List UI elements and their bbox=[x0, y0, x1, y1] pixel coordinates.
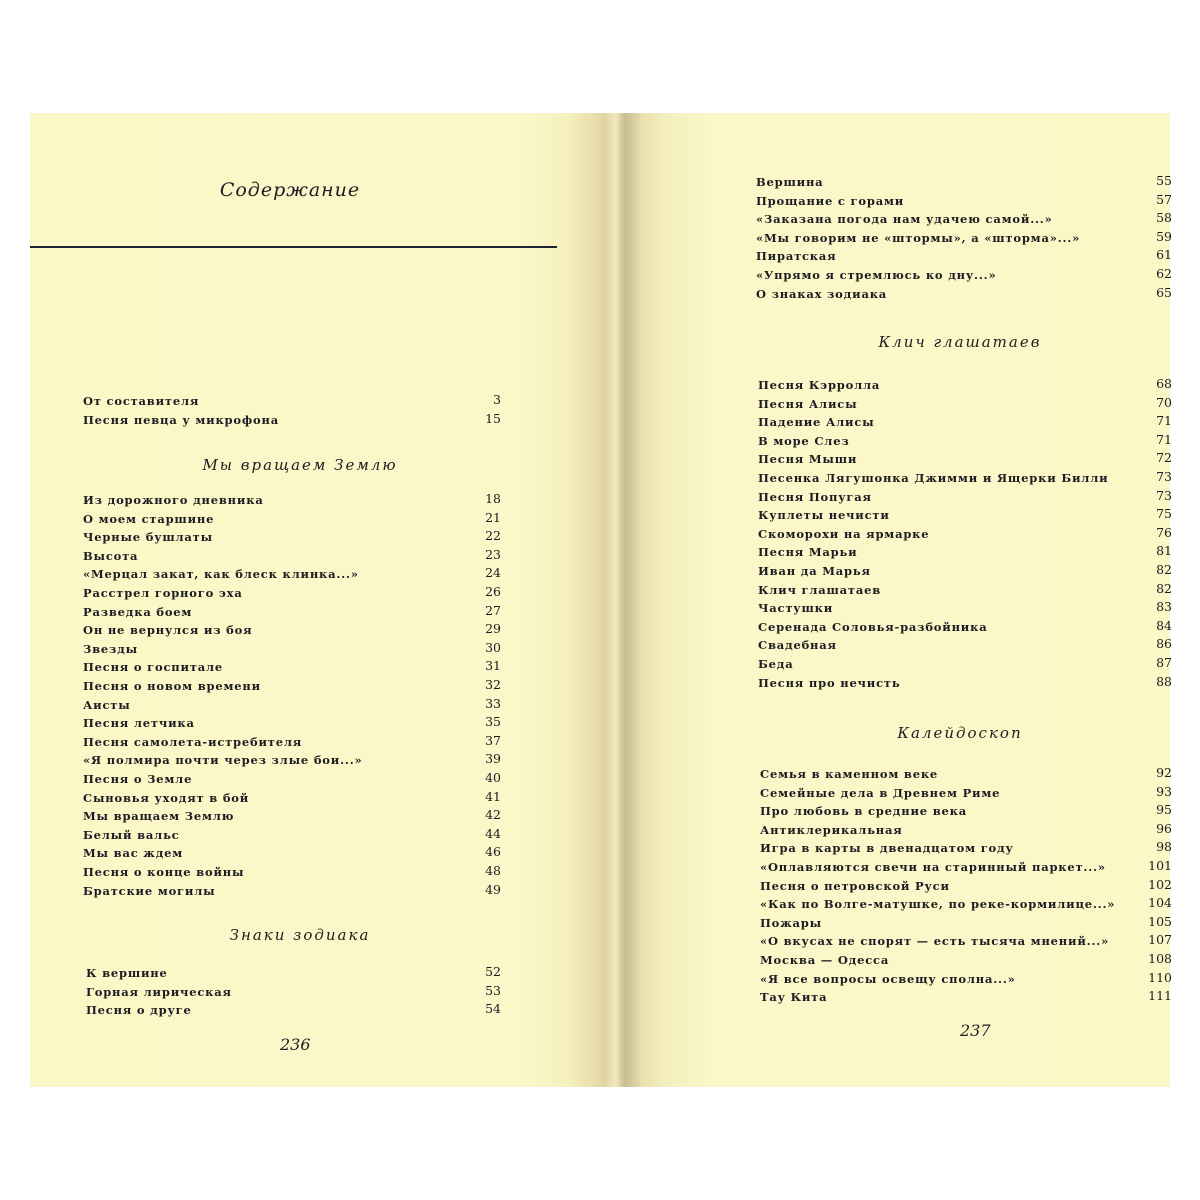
toc-entry bbox=[83, 567, 501, 585]
toc-entry bbox=[83, 410, 501, 431]
toc-entry-page: 111 bbox=[1148, 988, 1172, 1004]
toc-entry-title: Братские могилы bbox=[83, 883, 216, 898]
toc-entry bbox=[83, 530, 501, 548]
title-rule bbox=[30, 246, 557, 248]
toc-entry-title: Расстрел горного эха bbox=[83, 586, 243, 600]
toc-entry-page: 104 bbox=[1148, 895, 1172, 911]
toc-entry-page: 37 bbox=[485, 732, 501, 748]
toc-entry bbox=[83, 716, 501, 734]
toc-entry-title: Прощание с горами bbox=[756, 193, 905, 208]
toc-entry bbox=[83, 881, 501, 902]
toc-entry-title: Клич глашатаев bbox=[758, 582, 882, 597]
section-heading: Калейдоскоп bbox=[897, 724, 1023, 742]
toc-entry bbox=[756, 284, 1172, 305]
toc-entry-title: Песня о новом времени bbox=[83, 679, 261, 693]
toc-entry-title: Песня о конце войны bbox=[83, 865, 245, 879]
toc-entry-page: 35 bbox=[485, 714, 501, 730]
toc-entry bbox=[760, 934, 1172, 952]
toc-entry-page: 76 bbox=[1156, 524, 1172, 540]
toc-entry-title: Песня о госпитале bbox=[83, 660, 224, 675]
toc-entry-page: 39 bbox=[485, 751, 501, 767]
toc-entry-title: Песня Попугая bbox=[758, 489, 872, 504]
toc-entry-title: Песенка Лягушонка Джимми и Ящерки Билли bbox=[758, 471, 1109, 485]
toc-entry-page: 61 bbox=[1156, 247, 1172, 263]
toc-entry-page: 18 bbox=[485, 491, 501, 506]
toc-entry bbox=[758, 545, 1172, 563]
toc-entry bbox=[83, 493, 501, 511]
toc-entry bbox=[758, 580, 1172, 601]
toc-entry-page: 73 bbox=[1156, 469, 1172, 484]
toc-entry-page: 27 bbox=[485, 602, 501, 618]
toc-entry-title: Свадебная bbox=[758, 638, 837, 653]
toc-entry-title: Песня Кэрролла bbox=[758, 378, 881, 392]
toc-entry-title: «Оплавляются свечи на старинный паркет...» bbox=[760, 860, 1106, 874]
toc-entry-page: 30 bbox=[485, 639, 501, 655]
toc-entry-title: Высота bbox=[83, 548, 139, 563]
toc-entry-title: К вершине bbox=[86, 966, 168, 980]
toc-entry-page: 42 bbox=[485, 807, 501, 823]
toc-entry-title: Сыновья уходят в бой bbox=[83, 790, 250, 805]
toc-entry-page: 54 bbox=[485, 1001, 501, 1017]
toc-entry bbox=[760, 990, 1172, 1008]
toc-entry-title: Тау Кита bbox=[760, 990, 828, 1005]
toc-entry-title: «Заказана погода нам удачею самой...» bbox=[756, 212, 1053, 227]
toc-entry-title: Иван да Марья bbox=[758, 564, 871, 578]
toc-entry-page: 72 bbox=[1156, 450, 1172, 466]
toc-entry bbox=[760, 783, 1172, 804]
toc-entry bbox=[83, 695, 501, 716]
toc-entry-title: Пожары bbox=[760, 915, 822, 930]
toc-entry bbox=[758, 601, 1172, 619]
left-page bbox=[30, 113, 590, 1087]
toc-entry bbox=[83, 679, 501, 697]
toc-entry bbox=[86, 966, 501, 984]
toc-entry-title: Песня Мыши bbox=[758, 452, 858, 467]
page-number-left: 236 bbox=[280, 1035, 311, 1054]
toc-entry-title: Беда bbox=[758, 657, 794, 671]
toc-entry bbox=[760, 897, 1172, 915]
toc-entry-title: Москва — Одесса bbox=[760, 953, 890, 967]
toc-entry-title: Игра в карты в двенадцатом году bbox=[760, 841, 1014, 856]
page-number-right: 237 bbox=[960, 1021, 991, 1040]
toc-entry bbox=[758, 394, 1172, 415]
toc-entry-page: 82 bbox=[1156, 562, 1172, 577]
toc-entry bbox=[83, 809, 501, 827]
toc-entry-page: 73 bbox=[1156, 487, 1172, 503]
toc-entry bbox=[758, 487, 1172, 508]
toc-entry bbox=[83, 865, 501, 883]
toc-entry-title: Мы вас ждем bbox=[83, 846, 184, 861]
toc-entry-page: 68 bbox=[1156, 376, 1172, 391]
toc-entry-title: Черные бушлаты bbox=[83, 530, 213, 545]
toc-entry-title: Пиратская bbox=[756, 249, 837, 264]
toc-entry-title: «Как по Волге-матушке, по реке-кормилице...» bbox=[760, 897, 1116, 912]
toc-entry-page: 41 bbox=[485, 788, 501, 804]
toc-entry bbox=[83, 509, 501, 530]
toc-entry-title: В море Слез bbox=[758, 433, 850, 448]
right-page bbox=[640, 113, 1170, 1087]
toc-entry-page: 105 bbox=[1148, 913, 1172, 929]
section-heading: Знаки зодиака bbox=[229, 926, 371, 944]
toc-entry-title: Про любовь в средние века bbox=[760, 804, 967, 819]
toc-entry bbox=[758, 617, 1172, 638]
toc-entry-page: 55 bbox=[1156, 173, 1172, 188]
toc-entry-title: Аисты bbox=[83, 697, 131, 712]
toc-entry-page: 93 bbox=[1156, 783, 1172, 799]
toc-entry-page: 101 bbox=[1148, 858, 1172, 873]
toc-entry-page: 84 bbox=[1156, 617, 1172, 633]
toc-entry-page: 44 bbox=[485, 825, 501, 841]
toc-entry bbox=[83, 825, 501, 846]
book-gutter bbox=[590, 113, 640, 1087]
toc-entry-title: Частушки bbox=[758, 601, 834, 616]
toc-entry-title: «Упрямо я стремлюсь ко дну...» bbox=[756, 268, 997, 282]
toc-entry bbox=[758, 657, 1172, 675]
toc-entry-page: 110 bbox=[1148, 969, 1172, 985]
toc-entry-page: 98 bbox=[1156, 839, 1172, 855]
toc-entry-title: «Я все вопросы освещу сполна...» bbox=[760, 971, 1016, 986]
toc-entry-page: 52 bbox=[485, 964, 501, 979]
toc-entry-page: 59 bbox=[1156, 228, 1172, 244]
toc-entry bbox=[756, 228, 1172, 249]
toc-entry-title: Серенада Соловья-разбойника bbox=[758, 619, 988, 634]
toc-entry-page: 26 bbox=[485, 584, 501, 599]
toc-entry-page: 81 bbox=[1156, 543, 1172, 559]
toc-entry-page: 31 bbox=[485, 658, 501, 674]
toc-entry bbox=[83, 623, 501, 641]
toc-entry-title: Звезды bbox=[83, 641, 138, 656]
toc-entry bbox=[758, 638, 1172, 656]
toc-entry-title: «О вкусах не спорят — есть тысяча мнений...» bbox=[760, 934, 1110, 949]
toc-entry bbox=[86, 1003, 501, 1021]
toc-entry-page: 71 bbox=[1156, 413, 1172, 429]
toc-entry bbox=[756, 175, 1172, 193]
toc-entry-page: 62 bbox=[1156, 266, 1172, 281]
toc-entry bbox=[83, 586, 501, 604]
toc-entry-title: Семейные дела в Древнем Риме bbox=[760, 785, 1001, 800]
toc-entry-page: 92 bbox=[1156, 765, 1172, 780]
toc-entry-page: 65 bbox=[1156, 284, 1172, 300]
toc-entry-page: 86 bbox=[1156, 636, 1172, 652]
toc-entry-title: Вершина bbox=[756, 175, 824, 189]
toc-entry bbox=[758, 452, 1172, 470]
toc-entry bbox=[760, 804, 1172, 822]
toc-entry bbox=[758, 378, 1172, 396]
toc-entry-page: 22 bbox=[485, 528, 501, 544]
toc-entry-title: «Мерцал закат, как блеск клинка...» bbox=[83, 567, 359, 582]
toc-entry-title: Куплеты нечисти bbox=[758, 508, 890, 523]
toc-entry-title: Песня о друге bbox=[86, 1003, 192, 1018]
toc-entry-page: 107 bbox=[1148, 932, 1172, 948]
toc-entry bbox=[760, 953, 1172, 971]
toc-entry-title: Песня Алисы bbox=[758, 396, 858, 411]
toc-entry-title: Мы вращаем Землю bbox=[83, 809, 235, 824]
toc-entry bbox=[756, 212, 1172, 230]
toc-entry bbox=[83, 772, 501, 790]
toc-entry-page: 58 bbox=[1156, 210, 1172, 226]
toc-entry-title: Песня о Земле bbox=[83, 772, 193, 786]
toc-entry bbox=[758, 415, 1172, 433]
toc-entry-page: 75 bbox=[1156, 506, 1172, 522]
toc-entry bbox=[756, 249, 1172, 267]
toc-entry bbox=[760, 876, 1172, 897]
toc-entry-page: 95 bbox=[1156, 802, 1172, 818]
toc-entry bbox=[83, 788, 501, 809]
toc-entry-title: Из дорожного дневника bbox=[83, 493, 264, 507]
toc-entry-title: Антиклерикальная bbox=[760, 822, 903, 837]
toc-entry bbox=[760, 820, 1172, 841]
toc-entry-page: 21 bbox=[485, 509, 501, 525]
toc-entry bbox=[756, 268, 1172, 286]
toc-entry bbox=[83, 753, 501, 771]
toc-entry bbox=[760, 969, 1172, 990]
toc-entry-page: 71 bbox=[1156, 431, 1172, 447]
toc-entry-page: 57 bbox=[1156, 191, 1172, 207]
contents-title: Содержание bbox=[219, 179, 361, 201]
toc-entry-page: 83 bbox=[1156, 599, 1172, 615]
toc-entry-title: Песня о петровской Руси bbox=[760, 878, 950, 893]
toc-entry-title: Песня самолета-истребителя bbox=[83, 734, 303, 749]
toc-entry-title: Скоморохи на ярмарке bbox=[758, 526, 930, 541]
toc-entry-page: 70 bbox=[1156, 394, 1172, 410]
toc-entry-page: 33 bbox=[485, 695, 501, 711]
toc-entry-page: 46 bbox=[485, 844, 501, 860]
toc-entry-page: 23 bbox=[485, 546, 501, 562]
toc-entry bbox=[758, 524, 1172, 545]
toc-entry-title: Песня певца у микрофона bbox=[83, 412, 279, 427]
toc-entry-page: 87 bbox=[1156, 655, 1172, 670]
toc-entry-page: 48 bbox=[485, 863, 501, 878]
toc-entry-title: Песня летчика bbox=[83, 716, 195, 731]
toc-entry-page: 29 bbox=[485, 621, 501, 637]
toc-entry-title: Белый вальс bbox=[83, 827, 180, 842]
toc-entry-title: Песня Марьи bbox=[758, 545, 858, 560]
toc-entry-page: 49 bbox=[485, 881, 501, 897]
section-heading: Мы вращаем Землю bbox=[202, 456, 398, 474]
toc-entry-page: 53 bbox=[485, 982, 501, 998]
toc-entry-page: 15 bbox=[485, 410, 501, 426]
toc-entry-title: О знаках зодиака bbox=[756, 286, 888, 301]
toc-entry-page: 40 bbox=[485, 770, 501, 785]
toc-entry bbox=[758, 673, 1172, 694]
toc-entry-title: Горная лирическая bbox=[86, 984, 232, 999]
toc-entry bbox=[758, 564, 1172, 582]
section-heading: Клич глашатаев bbox=[878, 333, 1042, 351]
toc-entry bbox=[758, 431, 1172, 452]
toc-entry-page: 24 bbox=[485, 565, 501, 581]
toc-entry-title: О моем старшине bbox=[83, 511, 215, 526]
toc-entry bbox=[83, 394, 501, 412]
toc-entry bbox=[83, 732, 501, 753]
toc-entry-title: От составителя bbox=[83, 394, 200, 408]
toc-entry-title: Падение Алисы bbox=[758, 415, 875, 430]
toc-entry-title: «Мы говорим не «штормы», а «шторма»...» bbox=[756, 230, 1081, 245]
toc-entry-page: 3 bbox=[493, 392, 501, 407]
toc-entry-page: 102 bbox=[1148, 876, 1172, 892]
toc-entry-page: 82 bbox=[1156, 580, 1172, 596]
toc-entry-title: Песня про нечисть bbox=[758, 675, 901, 690]
toc-entry bbox=[760, 860, 1172, 878]
book-spread bbox=[30, 113, 1170, 1087]
toc-entry bbox=[83, 660, 501, 678]
toc-entry-title: «Я полмира почти через злые бои...» bbox=[83, 753, 363, 768]
toc-entry bbox=[760, 841, 1172, 859]
toc-entry bbox=[86, 982, 501, 1003]
toc-entry-page: 32 bbox=[485, 677, 501, 692]
toc-entry-page: 108 bbox=[1148, 951, 1172, 966]
toc-entry bbox=[83, 846, 501, 864]
toc-entry bbox=[758, 471, 1172, 489]
toc-entry-title: Разведка боем bbox=[83, 604, 193, 619]
toc-entry-page: 96 bbox=[1156, 820, 1172, 836]
toc-entry bbox=[758, 508, 1172, 526]
toc-entry bbox=[756, 191, 1172, 212]
toc-entry-page: 88 bbox=[1156, 673, 1172, 689]
toc-entry bbox=[83, 546, 501, 567]
toc-entry-title: Он не вернулся из боя bbox=[83, 623, 253, 638]
toc-entry-title: Семья в каменном веке bbox=[760, 767, 939, 781]
toc-entry bbox=[760, 767, 1172, 785]
toc-entry bbox=[760, 913, 1172, 934]
toc-entry bbox=[83, 639, 501, 660]
toc-entry bbox=[83, 602, 501, 623]
